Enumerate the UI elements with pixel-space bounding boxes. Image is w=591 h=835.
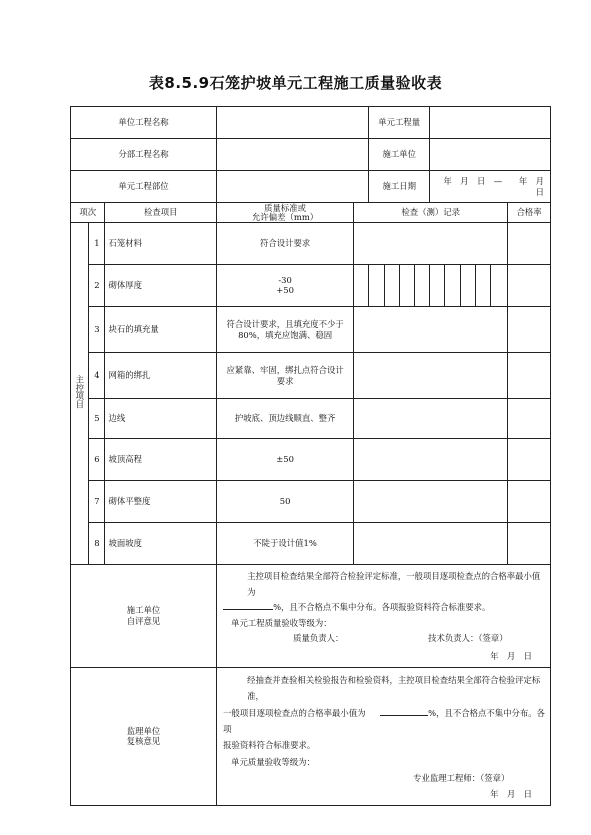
item-no: 3 xyxy=(89,307,105,353)
self-eval-label-cell xyxy=(71,565,217,668)
supervision-line-1: 经抽查并查验相关检验报告和检验资料，主控项目检查结果全部符合检验评定标准， xyxy=(247,674,541,702)
supervision-label-cell xyxy=(71,667,217,805)
self-eval-content xyxy=(217,565,551,668)
sub-project-name-value[interactable] xyxy=(217,139,369,171)
supervision-line-2b: %，且不合格点不集中分布。各项 xyxy=(223,707,545,734)
col-item-no: 项次 xyxy=(71,203,105,223)
table-row xyxy=(71,439,551,481)
item-standard: 50 xyxy=(217,481,354,523)
record-cell[interactable] xyxy=(491,265,508,307)
inspection-form-table xyxy=(70,106,551,806)
self-eval-row xyxy=(71,565,551,668)
item-standard: ±50 xyxy=(217,439,354,481)
col-standard: 质量标准或 允许偏差（mm） xyxy=(217,203,354,223)
item-name: 坡面坡度 xyxy=(105,523,217,565)
col-check-item: 检查项目 xyxy=(105,203,217,223)
self-eval-date: 年 月 日 xyxy=(490,651,532,662)
self-eval-line-2: %，且不合格点不集中分布。各项报验资料符合标准要求。 xyxy=(273,602,491,613)
item-name: 砌体平整度 xyxy=(105,481,217,523)
column-header-row xyxy=(71,203,551,223)
pass-rate-cell[interactable] xyxy=(508,265,551,307)
group-label: 主控项目 xyxy=(74,375,85,410)
construction-unit-value[interactable] xyxy=(430,139,551,171)
col-record: 检查（测）记录 xyxy=(354,203,508,223)
unit-project-name-value[interactable] xyxy=(217,107,369,139)
table-row xyxy=(71,223,551,265)
supervision-engineer-label: 专业监理工程师：（签章） xyxy=(413,773,510,784)
record-cell[interactable] xyxy=(354,481,508,523)
self-eval-label-2: 自评意见 xyxy=(126,615,161,626)
supervision-label-1: 监理单位 xyxy=(126,725,161,736)
record-cell[interactable] xyxy=(354,523,508,565)
item-no: 5 xyxy=(89,399,105,439)
self-eval-blank[interactable] xyxy=(223,600,273,610)
supervision-line-2a: 一般项目逐项检查点的合格率最小值为 xyxy=(223,707,366,718)
item-standard: 护坡底、顶边线顺直、整齐 xyxy=(217,399,354,439)
tech-person-label: 技术负责人：（签章） xyxy=(428,633,508,644)
supervision-line-4: 单元质量验收等级为： xyxy=(231,756,315,767)
item-no: 8 xyxy=(89,523,105,565)
table-row xyxy=(71,265,551,307)
record-cell[interactable] xyxy=(414,265,429,307)
item-name: 边线 xyxy=(105,399,217,439)
construction-date-label: 施工日期 xyxy=(369,171,430,203)
header-row-unit-part xyxy=(71,171,551,203)
pass-rate-cell[interactable] xyxy=(508,439,551,481)
item-no: 4 xyxy=(89,353,105,399)
group-label-cell xyxy=(71,223,89,565)
header-row-unit-project xyxy=(71,107,551,139)
item-standard: 不陡于设计值1% xyxy=(217,523,354,565)
unit-element-part-label: 单元工程部位 xyxy=(71,171,217,203)
self-eval-line-2-wrap xyxy=(223,600,546,616)
item-no: 6 xyxy=(89,439,105,481)
item-standard: 符合设计要求，且填充度不少于80%，填充应饱满、稳固 xyxy=(217,307,354,353)
header-row-sub-project xyxy=(71,139,551,171)
supervision-line-2-wrap xyxy=(223,705,546,738)
supervision-label-2: 复核意见 xyxy=(126,736,161,747)
record-cell[interactable] xyxy=(399,265,414,307)
pass-rate-cell[interactable] xyxy=(508,223,551,265)
item-no: 7 xyxy=(89,481,105,523)
item-name: 网箱的绑扎 xyxy=(105,353,217,399)
record-cell[interactable] xyxy=(354,399,508,439)
pass-rate-cell[interactable] xyxy=(508,523,551,565)
construction-unit-label: 施工单位 xyxy=(369,139,430,171)
item-name: 砌体厚度 xyxy=(105,265,217,307)
unit-project-name-label: 单位工程名称 xyxy=(71,107,217,139)
item-no: 2 xyxy=(89,265,105,307)
supervision-blank[interactable] xyxy=(380,706,428,716)
self-eval-label-1: 施工单位 xyxy=(126,605,161,616)
record-cell[interactable] xyxy=(354,223,508,265)
item-standard: -30 +50 xyxy=(217,265,354,307)
table-row xyxy=(71,399,551,439)
table-row xyxy=(71,481,551,523)
table-row xyxy=(71,307,551,353)
item-standard: 应紧靠、牢固，绑扎点符合设计要求 xyxy=(217,353,354,399)
unit-element-label: 单元工程量 xyxy=(369,107,430,139)
record-cell[interactable] xyxy=(445,265,460,307)
quality-person-label: 质量负责人： xyxy=(293,633,344,644)
supervision-row xyxy=(71,667,551,805)
pass-rate-cell[interactable] xyxy=(508,353,551,399)
item-name: 石笼材料 xyxy=(105,223,217,265)
item-name: 坡顶高程 xyxy=(105,439,217,481)
self-eval-line-3: 单元工程质量验收等级为： xyxy=(231,617,332,628)
unit-element-part-value[interactable] xyxy=(217,171,369,203)
unit-element-value[interactable] xyxy=(430,107,551,139)
record-cell[interactable] xyxy=(354,265,369,307)
self-eval-line-1: 主控项目检查结果全部符合检验评定标准，一般项目逐项检查点的合格率最小值为 xyxy=(247,571,541,597)
record-cell[interactable] xyxy=(354,353,508,399)
record-cell[interactable] xyxy=(460,265,475,307)
item-name: 块石的填充量 xyxy=(105,307,217,353)
item-standard: 符合设计要求 xyxy=(217,223,354,265)
record-cell[interactable] xyxy=(384,265,399,307)
construction-date-value[interactable]: 年 月 日 — 年 月 日 xyxy=(430,171,551,203)
record-cell[interactable] xyxy=(354,439,508,481)
supervision-content xyxy=(217,667,551,805)
record-cell[interactable] xyxy=(369,265,384,307)
pass-rate-cell[interactable] xyxy=(508,481,551,523)
supervision-line-3: 报验资料符合标准要求。 xyxy=(223,740,316,751)
col-pass-rate: 合格率 xyxy=(508,203,551,223)
record-cell[interactable] xyxy=(354,307,508,353)
pass-rate-cell[interactable] xyxy=(508,399,551,439)
supervision-date: 年 月 日 xyxy=(490,789,532,800)
sub-project-name-label: 分部工程名称 xyxy=(71,139,217,171)
table-row xyxy=(71,353,551,399)
page-title: 表8.5.9石笼护坡单元工程施工质量验收表 xyxy=(148,74,443,92)
record-cell[interactable] xyxy=(475,265,490,307)
pass-rate-cell[interactable] xyxy=(508,307,551,353)
table-row xyxy=(71,523,551,565)
record-cell[interactable] xyxy=(430,265,445,307)
item-no: 1 xyxy=(89,223,105,265)
